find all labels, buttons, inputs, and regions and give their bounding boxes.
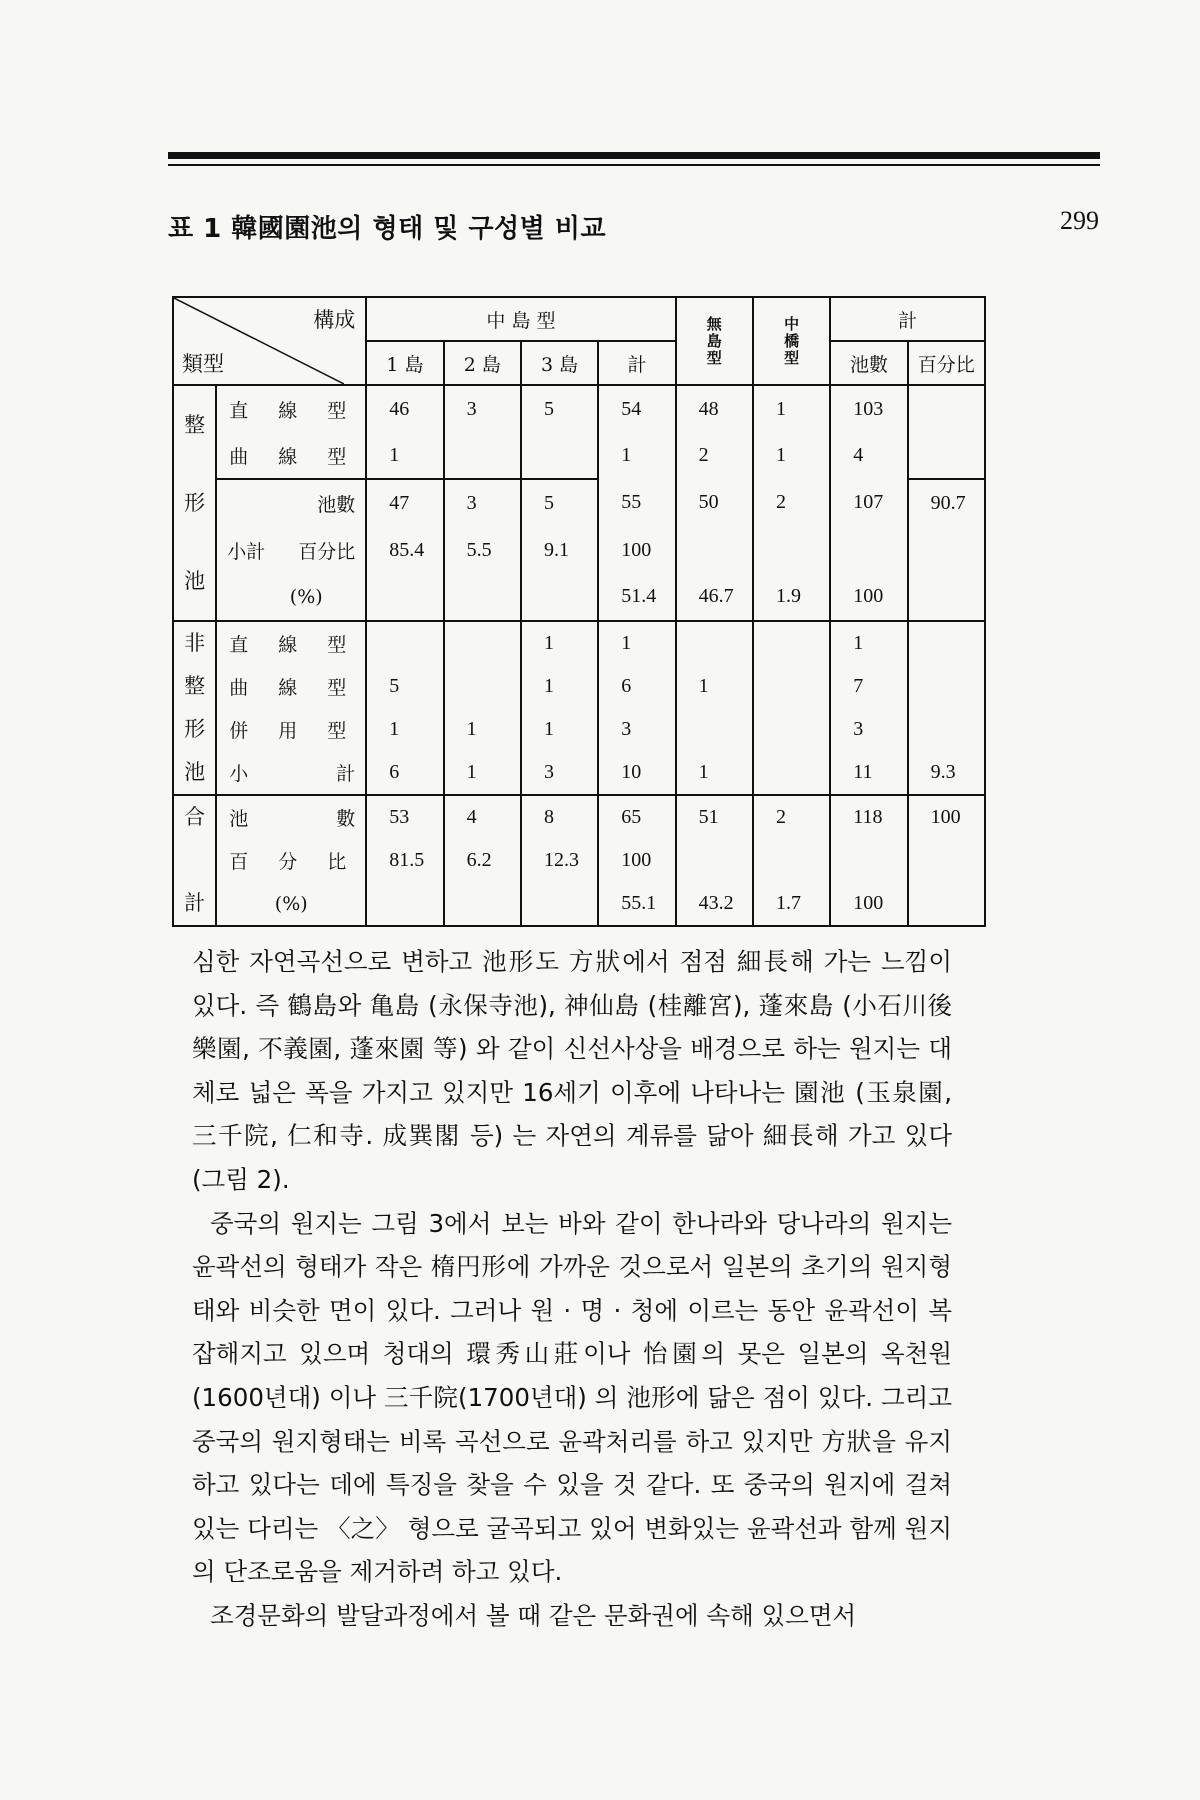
corner-label-composition: 構成 bbox=[313, 308, 356, 332]
table-row bbox=[173, 479, 985, 526]
table-cell bbox=[753, 527, 830, 574]
table-row bbox=[173, 621, 985, 665]
table-cell bbox=[444, 574, 521, 621]
table-cell: 55.1 bbox=[598, 882, 675, 926]
table-cell: 6.2 bbox=[444, 839, 521, 883]
table-cell: 100 bbox=[598, 527, 675, 574]
table-cell: 3 bbox=[521, 752, 598, 796]
table-cell: 1 bbox=[521, 708, 598, 752]
table-cell: 107 bbox=[830, 479, 907, 526]
table-cell: 6 bbox=[366, 752, 443, 796]
table-cell: 2 bbox=[753, 795, 830, 839]
table-cell: 1 bbox=[753, 432, 830, 479]
section-regular-label: 整 形 池 bbox=[173, 385, 216, 621]
table-cell: 3 bbox=[598, 708, 675, 752]
table-cell: 54 bbox=[598, 385, 675, 432]
table-row bbox=[173, 574, 985, 621]
table-row bbox=[173, 839, 985, 883]
row-label: 百 分 比 bbox=[216, 839, 366, 883]
table-cell: 48 bbox=[676, 385, 753, 432]
table-cell: 1 bbox=[444, 708, 521, 752]
table-cell: 5 bbox=[521, 479, 598, 526]
table-cell bbox=[908, 708, 985, 752]
row-label: 小計 百分比 bbox=[216, 527, 366, 574]
table-cell bbox=[366, 882, 443, 926]
table-cell bbox=[753, 752, 830, 796]
table-row bbox=[173, 385, 985, 432]
row-label: 直 線 型 bbox=[216, 621, 366, 665]
table-cell: 1 bbox=[753, 385, 830, 432]
table-cell: 100 bbox=[598, 839, 675, 883]
table-row bbox=[173, 527, 985, 574]
table-cell: 3 bbox=[444, 479, 521, 526]
table-cell: 1 bbox=[676, 665, 753, 709]
table-cell: 12.3 bbox=[521, 839, 598, 883]
table-cell bbox=[521, 574, 598, 621]
table-cell bbox=[908, 621, 985, 665]
table-cell: 46 bbox=[366, 385, 443, 432]
top-rule-thick bbox=[168, 152, 1100, 159]
table-cell: 50 bbox=[676, 479, 753, 526]
row-label: 直 線 型 bbox=[216, 385, 366, 432]
table-cell: 1 bbox=[366, 708, 443, 752]
table-cell bbox=[366, 574, 443, 621]
table-cell bbox=[676, 527, 753, 574]
table-cell bbox=[908, 574, 985, 621]
table-row bbox=[173, 795, 985, 839]
table-cell: 100 bbox=[830, 574, 907, 621]
table-cell bbox=[753, 665, 830, 709]
table-cell: 11 bbox=[830, 752, 907, 796]
table-cell: 1 bbox=[521, 621, 598, 665]
row-label: 池數 bbox=[216, 479, 366, 526]
table-cell: 46.7 bbox=[676, 574, 753, 621]
table-cell: 10 bbox=[598, 752, 675, 796]
table-cell: 2 bbox=[753, 479, 830, 526]
table-row bbox=[173, 882, 985, 926]
subheader-percentage: 百分比 bbox=[908, 341, 985, 385]
table-cell: 1 bbox=[444, 752, 521, 796]
row-label: 曲 線 型 bbox=[216, 665, 366, 709]
table-cell: 1 bbox=[598, 621, 675, 665]
table-cell: 1.7 bbox=[753, 882, 830, 926]
table-cell bbox=[908, 432, 985, 479]
row-label: 併 用 型 bbox=[216, 708, 366, 752]
group-no-island: 無島型 bbox=[676, 297, 753, 385]
subheader-2-island: 2 島 bbox=[444, 341, 521, 385]
table-cell: 3 bbox=[830, 708, 907, 752]
subheader-pond-count: 池數 bbox=[830, 341, 907, 385]
table-cell bbox=[444, 432, 521, 479]
row-label: 池 數 bbox=[216, 795, 366, 839]
subheader-3-island: 3 島 bbox=[521, 341, 598, 385]
subheader-island-sum: 計 bbox=[598, 341, 675, 385]
table-cell: 51.4 bbox=[598, 574, 675, 621]
table-cell bbox=[908, 527, 985, 574]
group-center-island: 中 島 型 bbox=[366, 297, 675, 341]
table-cell: 5 bbox=[366, 665, 443, 709]
row-label: 曲 線 型 bbox=[216, 432, 366, 479]
table-cell bbox=[444, 621, 521, 665]
table-cell bbox=[676, 708, 753, 752]
table-cell: 118 bbox=[830, 795, 907, 839]
table-cell: 1 bbox=[830, 621, 907, 665]
table-cell: 47 bbox=[366, 479, 443, 526]
table-cell: 43.2 bbox=[676, 882, 753, 926]
table-cell: 100 bbox=[830, 882, 907, 926]
table-cell: 8 bbox=[521, 795, 598, 839]
table-row bbox=[173, 708, 985, 752]
page-number: 299 bbox=[1060, 206, 1099, 235]
table-cell bbox=[444, 882, 521, 926]
table-cell: 103 bbox=[830, 385, 907, 432]
table-cell bbox=[676, 621, 753, 665]
table-cell: 5 bbox=[521, 385, 598, 432]
table-cell: 2 bbox=[676, 432, 753, 479]
table-cell: 1 bbox=[366, 432, 443, 479]
table-row bbox=[173, 432, 985, 479]
pond-type-table bbox=[172, 296, 986, 927]
paragraph-3: 조경문화의 발달과정에서 볼 때 같은 문화권에 속해 있으면서 bbox=[210, 1600, 857, 1630]
table-cell bbox=[753, 839, 830, 883]
table-cell: 55 bbox=[598, 479, 675, 526]
subheader-1-island: 1 島 bbox=[366, 341, 443, 385]
table-cell: 85.4 bbox=[366, 527, 443, 574]
table-cell: 7 bbox=[830, 665, 907, 709]
table-cell bbox=[753, 621, 830, 665]
table-cell bbox=[444, 665, 521, 709]
table-cell bbox=[521, 432, 598, 479]
paragraph-2: 중국의 원지는 그림 3에서 보는 바와 같이 한나라와 당나라의 원지는 윤곽선의 형태가 작은 楕円形에 가까운 것으로서 일본의 초기의 원지형태와 비슷한 면이 있다. 그러나 원 · 명 · 청에 이르는 동안 윤곽선이 복잡해지고 있으며 청대의 環秀山莊이나 怡園의 못은 일본의 옥천원 (1600년대) 이나 三千院(1700년대) 의 池形에 닮은 점이 있다. 그리고 중국의 원지형태는 비록 곡선으로 윤곽처리를 하고 있지만 方狀을 유지하고 있다는 데에 특징을 찾을 수 있을 것 같다. 또 중국의 원지에 걸쳐 있는 다리는 〈之〉 형으로 굴곡되고 있어 변화있는 윤곽선과 함께 원지의 단조로움을 제거하려 하고 있다. bbox=[192, 1208, 952, 1587]
table-cell bbox=[830, 839, 907, 883]
table-cell: 4 bbox=[830, 432, 907, 479]
table-row bbox=[173, 752, 985, 796]
table-cell: 5.5 bbox=[444, 527, 521, 574]
table-row bbox=[173, 665, 985, 709]
table-cell: 51 bbox=[676, 795, 753, 839]
row-label: 小 計 bbox=[216, 752, 366, 796]
table-cell: 4 bbox=[444, 795, 521, 839]
table-cell: 81.5 bbox=[366, 839, 443, 883]
table-cell: 6 bbox=[598, 665, 675, 709]
group-center-bridge: 中橋型 bbox=[753, 297, 830, 385]
table-cell: 1 bbox=[598, 432, 675, 479]
top-rule-thin bbox=[168, 164, 1100, 166]
table-cell: 90.7 bbox=[908, 479, 985, 526]
table-cell: 65 bbox=[598, 795, 675, 839]
table-cell: 9.3 bbox=[908, 752, 985, 796]
table-cell bbox=[830, 527, 907, 574]
table-cell: 9.1 bbox=[521, 527, 598, 574]
group-total: 計 bbox=[830, 297, 985, 341]
table-cell bbox=[676, 839, 753, 883]
table-cell: 53 bbox=[366, 795, 443, 839]
body-text bbox=[192, 940, 952, 1638]
table-cell: 1 bbox=[676, 752, 753, 796]
corner-header-cell bbox=[173, 297, 366, 385]
row-label: (%) bbox=[216, 882, 366, 926]
table-caption: 표 1 韓國園池의 형태 및 구성별 비교 bbox=[168, 214, 607, 244]
corner-label-type: 類型 bbox=[182, 352, 224, 376]
table-cell bbox=[908, 839, 985, 883]
table-cell bbox=[908, 882, 985, 926]
row-label: (%) bbox=[216, 574, 366, 621]
table-cell: 3 bbox=[444, 385, 521, 432]
table-cell bbox=[366, 621, 443, 665]
table-cell: 100 bbox=[908, 795, 985, 839]
table-cell: 1.9 bbox=[753, 574, 830, 621]
table-cell bbox=[521, 882, 598, 926]
paragraph-1: 심한 자연곡선으로 변하고 池形도 方狀에서 점점 細長해 가는 느낌이 있다. 즉 鶴島와 亀島 (永保寺池), 神仙島 (桂離宮), 蓬來島 (小石川後樂園, 不義園, 蓬來園 等) 와 같이 신선사상을 배경으로 하는 원지는 대체로 넓은 폭을 가지고 있지만 16세기 이후에 나타나는 園池 (玉泉園, 三千院, 仁和寺. 成巽閣 등) 는 자연의 계류를 닮아 細長해 가고 있다 (그림 2). bbox=[192, 947, 952, 1194]
table-cell bbox=[753, 708, 830, 752]
table-cell bbox=[908, 665, 985, 709]
section-total-label: 合 計 bbox=[173, 795, 216, 926]
table-cell bbox=[908, 385, 985, 432]
section-irregular-label: 非 整 形 池 bbox=[173, 621, 216, 795]
table-cell: 1 bbox=[521, 665, 598, 709]
